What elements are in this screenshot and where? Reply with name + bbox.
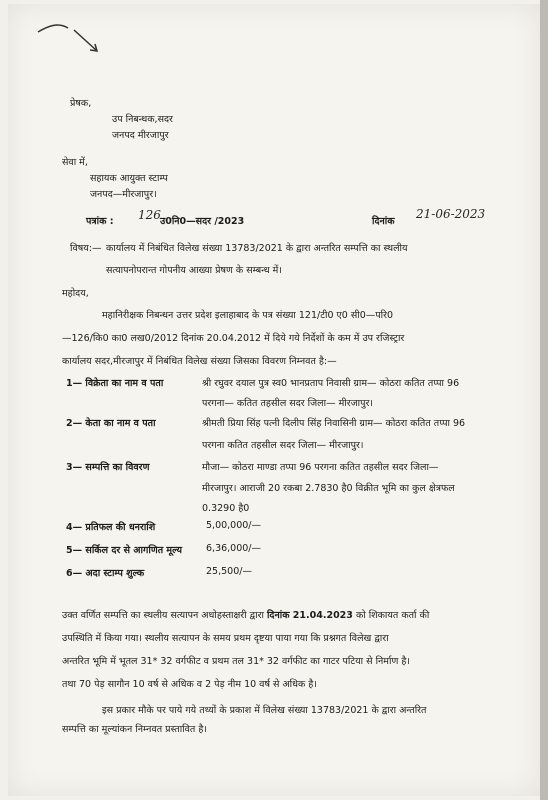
sender-line2: जनपद मीरजापुर xyxy=(112,130,169,141)
closing-p1-line1 xyxy=(62,608,429,621)
item-label: 1— विक्रेता का नाम व पता xyxy=(66,378,164,389)
closing-p1-line4: तथा 70 पेड़ सागौन 10 वर्ष से अधिक व 2 पेड़ नीम 10 वर्ष से अधिक है। xyxy=(62,679,317,690)
item-value: मौजा— कोठरा माण्डा तप्पा 96 परगना कतित तहसील सदर जिला— xyxy=(202,462,439,473)
to-line1: सहायक आयुक्त स्टाम्प xyxy=(90,173,168,184)
closing-p1-line1-c: को शिकायत कर्ता की xyxy=(355,610,430,621)
item-value: परगना— कतित तहसील सदर जिला— मीरजापुर। xyxy=(202,398,374,409)
intro-line3: कार्यालय सदर,मीरजापुर में निबंधित विलेख संख्या जिसका विवरण निम्नवत है:— xyxy=(62,356,337,367)
closing-p2-line1: इस प्रकार मौके पर पाये गये तथ्यों के प्रकाश में विलेख संख्या 13783/2021 के द्वारा अन्तरित xyxy=(102,705,427,716)
letter-no-label: पत्रांक : xyxy=(86,216,114,227)
to-line2: जनपद—मीरजापुर। xyxy=(90,189,157,200)
item-value: श्री रघुवर दयाल पुत्र स्व0 भानप्रताप निवासी ग्राम— कोठरा कतित तप्पा 96 xyxy=(202,378,460,389)
date-label: दिनांक xyxy=(372,216,395,227)
to-label: सेवा में, xyxy=(62,157,88,168)
item-label: 6— अदा स्टाम्प शुल्क xyxy=(66,568,145,579)
sender-line1: उप निबन्धक,सदर xyxy=(112,114,173,125)
date-handwritten: 21-06-2023 xyxy=(416,207,486,221)
sender-label: प्रेषक, xyxy=(70,98,92,109)
intro-line1: महानिरीक्षक निबन्धन उत्तर प्रदेश इलाहाबाद के पत्र संख्या 121/टी0 ए0 सी0—परि0 xyxy=(102,310,394,321)
item-value: 0.3290 है0 xyxy=(202,503,250,514)
item-value: 25,500/— xyxy=(206,566,252,577)
item-label: 2— केता का नाम व पता xyxy=(66,418,156,429)
letter-no-suffix: उ0नि0—सदर /2023 xyxy=(160,216,245,227)
item-value: मीरजापुर। आराजी 20 रकबा 2.7830 है0 विक्रीत भूमि का कुल क्षेत्रफल xyxy=(202,483,455,494)
closing-p1-line2: उपस्थिति में किया गया। स्थलीय सत्यापन के समय प्रथम दृष्टया पाया गया कि प्रश्नगत विलेख द्वारा xyxy=(62,633,389,644)
closing-p1-line1-a: उक्त वर्णित सम्पत्ति का स्थलीय सत्यापन अधोहस्ताक्षरी द्वारा xyxy=(62,610,264,621)
item-value: श्रीमती प्रिया सिंह पत्नी दिलीप सिंह निवासिनी ग्राम— कोठरा कतित तप्पा 96 xyxy=(202,418,466,429)
closing-p2-line2: सम्पत्ति का मूल्यांकन निम्नवत प्रस्तावित है। xyxy=(62,724,207,735)
pen-mark xyxy=(34,18,104,58)
item-label: 3— सम्पत्ति का विवरण xyxy=(66,462,150,473)
salutation: महोदय, xyxy=(62,288,89,299)
letter-no-handwritten: 126 xyxy=(138,208,161,222)
subject-line2: सत्यापनोपरान्त गोपनीय आख्या प्रेषण के सम्बन्ध में। xyxy=(106,265,282,276)
closing-p1-line3: अन्तरित भूमि में भूतल 31* 32 वर्गफीट व प्रथम तल 31* 32 वर्गफीट का गाटर पटिया से निर्माण है। xyxy=(62,656,410,667)
scan-edge xyxy=(540,0,548,800)
subject-line1: कार्यालय में निबंधित विलेख संख्या 13783/2021 के द्वारा अन्तरित सम्पत्ति का स्थलीय xyxy=(106,243,408,254)
closing-p1-date: दिनांक 21.04.2023 xyxy=(266,610,353,621)
item-label: 4— प्रतिफल की धनराशि xyxy=(66,522,156,533)
subject-label: विषय:— xyxy=(70,243,102,254)
document-page xyxy=(8,4,540,796)
intro-line2: —126/कि0 का0 लख0/2012 दिनांक 20.04.2012 में दिये गये निर्देशों के कम में उप रजिस्ट्रार xyxy=(62,333,405,344)
item-label: 5— सर्किल दर से आगणित मूल्य xyxy=(66,545,182,556)
item-value: 5,00,000/— xyxy=(206,520,262,531)
item-value: परगना कतित तहसील सदर जिला— मीरजापुर। xyxy=(202,440,364,451)
item-value: 6,36,000/— xyxy=(206,543,262,554)
